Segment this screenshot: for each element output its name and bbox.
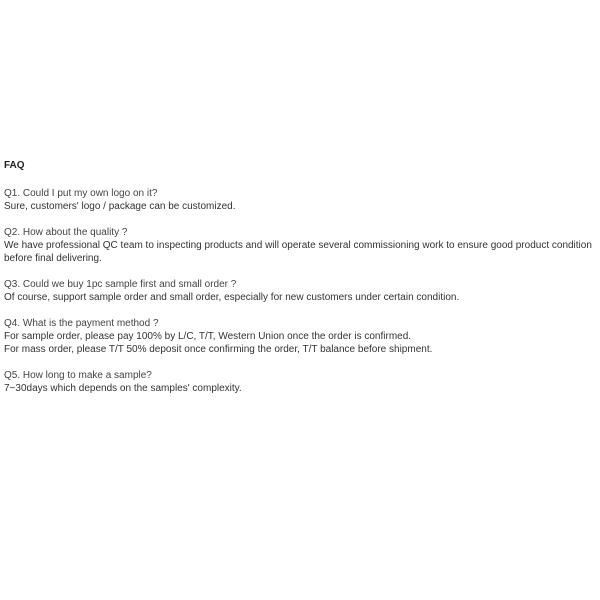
faq-item-2	[4, 226, 596, 265]
faq-question: Q2. How about the quality ?	[4, 227, 128, 238]
faq-question: Q4. What is the payment method ?	[4, 318, 159, 329]
faq-question: Q1. Could I put my own logo on it?	[4, 188, 158, 199]
faq-answer: For sample order, please pay 100% by L/C, T/T, Western Union once the order is confirmed.	[4, 331, 412, 342]
faq-section	[4, 159, 596, 408]
faq-answer: We have professional QC team to inspecting products and will operate several commissioning work to ensure good product condition before final delivering.	[4, 240, 592, 264]
faq-question: Q3. Could we buy 1pc sample first and small order ?	[4, 279, 237, 290]
faq-item-5	[4, 369, 596, 395]
faq-answer: 7~30days which depends on the samples' complexity.	[4, 383, 242, 394]
faq-item-4	[4, 317, 596, 356]
faq-answer: Of course, support sample order and small order, especially for new customers under certain condition.	[4, 292, 460, 303]
faq-item-3	[4, 278, 596, 304]
faq-heading: FAQ	[4, 160, 25, 171]
faq-answer: Sure, customers' logo / package can be customized.	[4, 201, 236, 212]
faq-answer: For mass order, please T/T 50% deposit once confirming the order, T/T balance before shipment.	[4, 344, 433, 355]
faq-question: Q5. How long to make a sample?	[4, 370, 152, 381]
faq-item-1	[4, 187, 596, 213]
